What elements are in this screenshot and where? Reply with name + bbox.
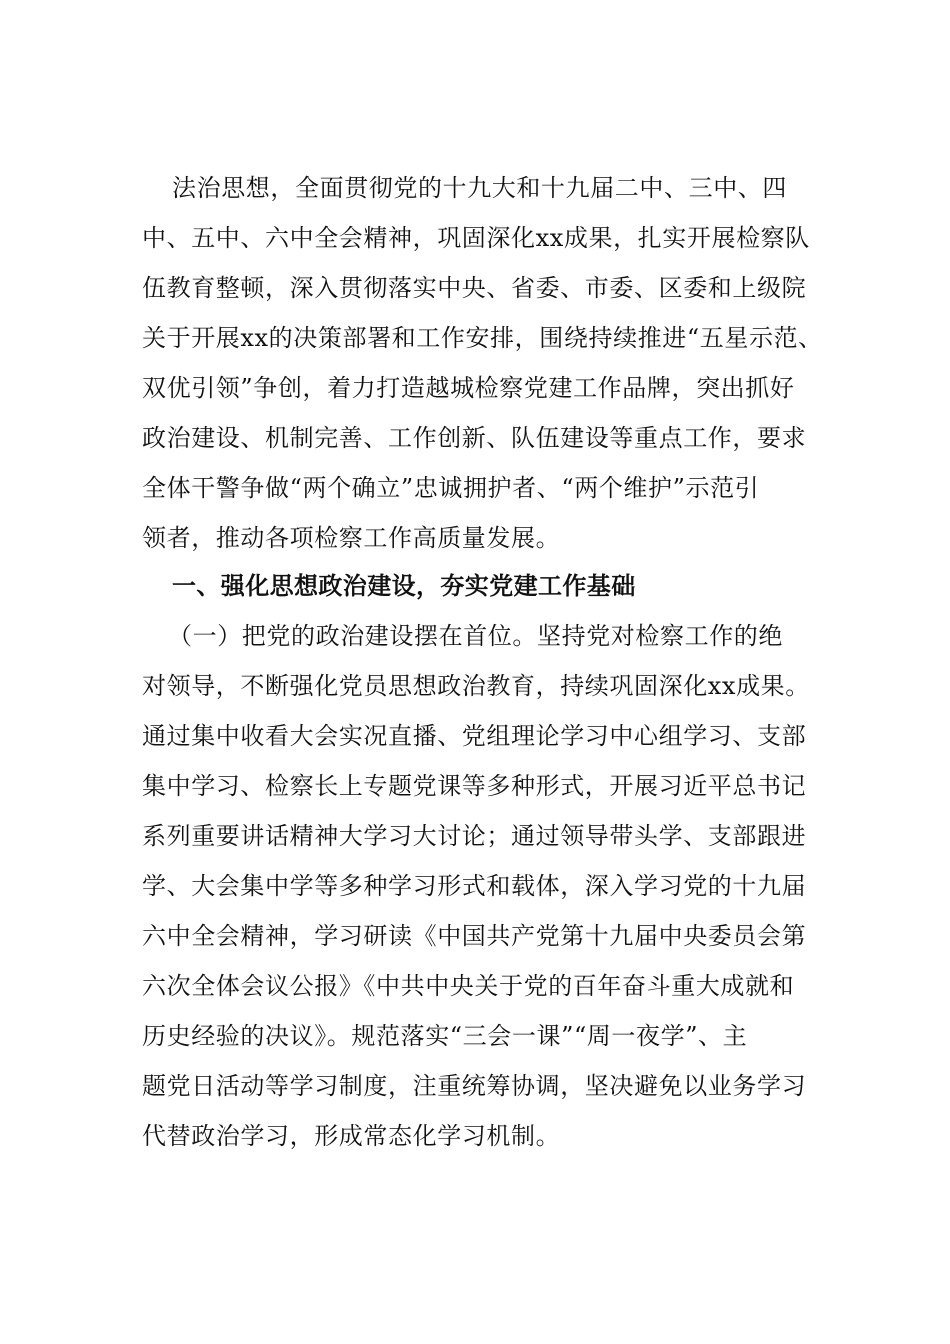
- para-one-line-2: 对领导，不断强化党员思想政治教育，持续巩固深化xx成果。: [142, 672, 810, 700]
- intro-line-5: 双优引领”争创，着力打造越城检察党建工作品牌，突出抓好: [142, 374, 795, 402]
- para-one-line-8: 六次全体会议公报》《中共中央关于党的百年奋斗重大成就和: [142, 972, 795, 1000]
- section-heading: 一、强化思想政治建设，夯实党建工作基础: [172, 572, 636, 600]
- para-one-line-11: 代替政治学习，形成常态化学习机制。: [142, 1122, 561, 1150]
- para-one-line-10: 题党日活动等学习制度，注重统筹协调，坚决避免以业务学习: [142, 1072, 807, 1100]
- intro-line-6: 政治建设、机制完善、工作创新、队伍建设等重点工作，要求: [142, 424, 807, 452]
- para-one-line-9: 历史经验的决议》。规范落实“三会一课”“周一夜学”、主: [142, 1022, 748, 1050]
- para-one-line-6: 学、大会集中学等多种学习形式和载体，深入学习党的十九届: [142, 872, 807, 900]
- intro-line-3: 伍教育整顿，深入贯彻落实中央、省委、市委、区委和上级院: [142, 274, 807, 302]
- para-one-line-4: 集中学习、检察长上专题党课等多种形式，开展习近平总书记: [142, 772, 807, 800]
- intro-line-4: 关于开展xx的决策部署和工作安排，围绕持续推进“五星示范、: [142, 324, 823, 352]
- para-one-line-1: （一）把党的政治建设摆在首位。坚持党对检察工作的绝: [168, 622, 783, 650]
- para-one-line-7: 六中全会精神，学习研读《中国共产党第十九届中央委员会第: [142, 922, 807, 950]
- intro-line-1: 法治思想，全面贯彻党的十九大和十九届二中、三中、四: [172, 174, 787, 202]
- intro-line-2: 中、五中、六中全会精神，巩固深化xx成果，扎实开展检察队: [142, 224, 810, 252]
- para-one-line-5: 系列重要讲话精神大学习大讨论；通过领导带头学、支部跟进: [142, 822, 807, 850]
- para-one-line-3: 通过集中收看大会实况直播、党组理论学习中心组学习、支部: [142, 722, 807, 750]
- intro-line-7: 全体干警争做“两个确立”忠诚拥护者、“两个维护”示范引: [142, 474, 760, 502]
- intro-line-8: 领者，推动各项检察工作高质量发展。: [142, 524, 561, 552]
